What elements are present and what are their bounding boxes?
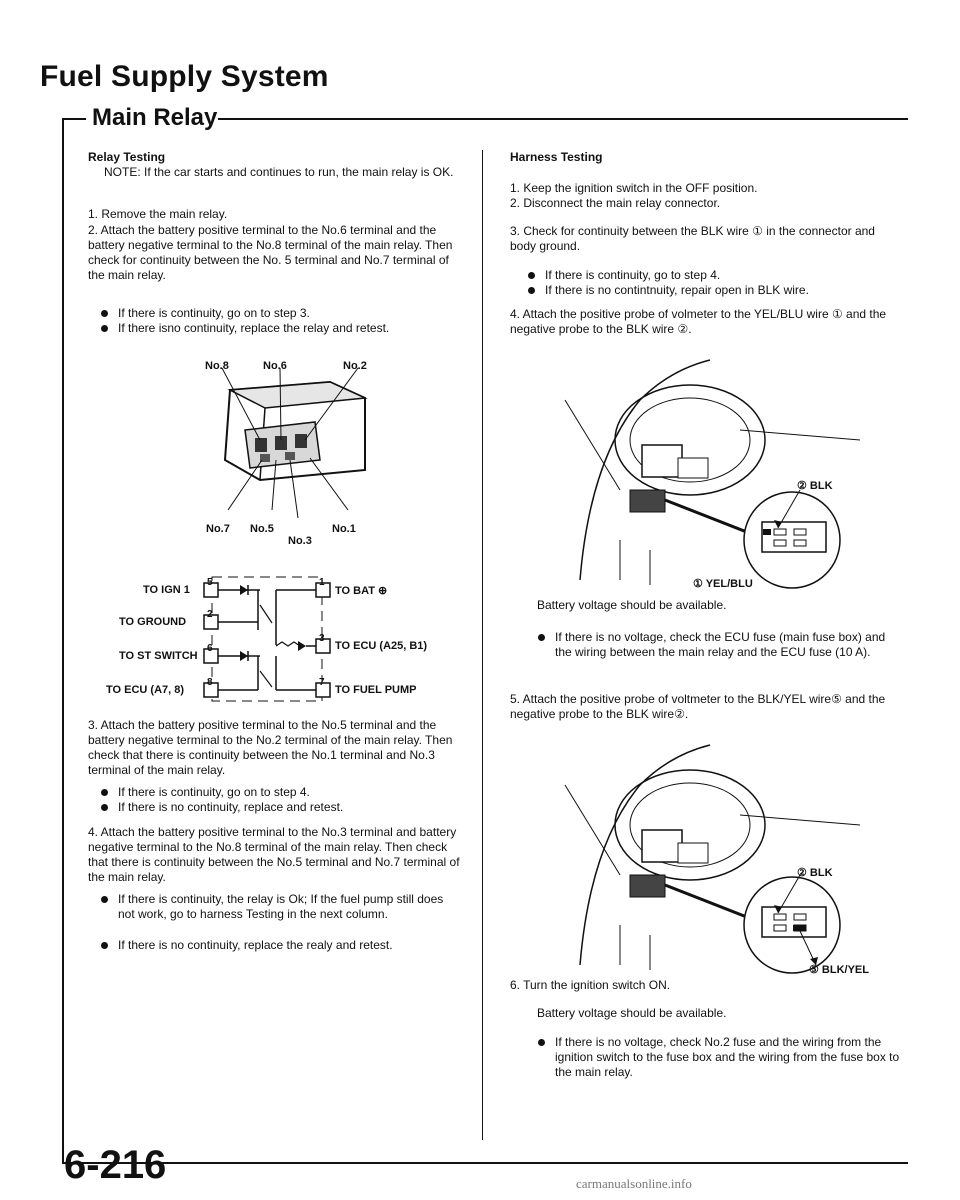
page-title: Fuel Supply System bbox=[40, 60, 329, 93]
bullet: If there is continuity, go to step 4. bbox=[545, 268, 905, 283]
pin-number: 3 bbox=[319, 633, 325, 644]
bullet: If there is continuity, go on to step 4. bbox=[118, 785, 468, 800]
schematic-label: TO BAT ⊕ bbox=[335, 585, 388, 597]
pin-number: 1 bbox=[319, 577, 325, 588]
bullet: If there is continuity, go on to step 3. bbox=[118, 306, 468, 321]
wire-label-blk-yel: ⑤ BLK/YEL bbox=[809, 964, 869, 976]
wire-label-blk: ② BLK bbox=[797, 867, 833, 879]
step-1: 1. Keep the ignition switch in the OFF position. bbox=[510, 181, 758, 195]
harness-testing-heading: Harness Testing bbox=[510, 150, 603, 164]
bullet: If there is no contintnuity, repair open in BLK wire. bbox=[545, 283, 905, 298]
schematic-label: TO GROUND bbox=[119, 616, 187, 628]
schematic-label: TO ECU (A7, 8) bbox=[106, 684, 185, 696]
bullet: If there isno continuity, replace the relay and retest. bbox=[118, 321, 468, 336]
step-4: 4. Attach the battery positive terminal to the No.3 terminal and battery negative terminal to the No.8 terminal of the main relay. Then check that there is continuity between the No.5 terminal and No.7 terminal of the main relay. bbox=[88, 825, 460, 884]
wire-label-yel-blu: ① YEL/BLU bbox=[693, 578, 753, 590]
terminal-label: No.3 bbox=[288, 535, 312, 547]
schematic-label: TO FUEL PUMP bbox=[335, 684, 417, 696]
terminal-label: No.8 bbox=[205, 360, 229, 372]
terminal-label: No.5 bbox=[250, 523, 274, 535]
pin-number: 2 bbox=[207, 609, 213, 620]
schematic-label: TO ECU (A25, B1) bbox=[335, 640, 428, 652]
voltage-note: Battery voltage should be available. bbox=[537, 1006, 727, 1020]
step-3: 3. Attach the battery positive terminal to the No.5 terminal and the battery negative terminal to the No.2 terminal of the main relay. Then check that there is continuity between the No.1 terminal and No.3 terminal of the main relay. bbox=[88, 718, 453, 777]
bullet: If there is no voltage, check No.2 fuse and the wiring from the ignition switch to the fuse box and the wiring from the fuse box to the main relay. bbox=[555, 1035, 905, 1080]
step-2: 2. Attach the battery positive terminal to the No.6 terminal and the battery negative terminal to the No.8 terminal of the main relay. Then check for continuity between the No. 5 terminal and No.7 terminal of the main relay. bbox=[88, 223, 453, 282]
watermark: carmanualsonline.info bbox=[576, 1176, 692, 1191]
frame-line bbox=[62, 1162, 908, 1164]
voltage-note: Battery voltage should be available. bbox=[537, 598, 727, 612]
step-2: 2. Disconnect the main relay connector. bbox=[510, 196, 721, 210]
page-number: 6-216 bbox=[64, 1143, 167, 1187]
pin-number: 6 bbox=[207, 643, 213, 654]
pin-number: 8 bbox=[207, 677, 213, 688]
note-text: NOTE: If the car starts and continues to run, the main relay is OK. bbox=[104, 165, 454, 179]
frame-line bbox=[218, 118, 908, 120]
step-6: 6. Turn the ignition switch ON. bbox=[510, 978, 671, 992]
relay-testing-heading: Relay Testing bbox=[88, 150, 166, 164]
bullet: If there is no continuity, replace and retest. bbox=[118, 800, 468, 815]
terminal-label: No.2 bbox=[343, 360, 367, 372]
frame-line bbox=[62, 118, 86, 120]
step-1: 1. Remove the main relay. bbox=[88, 207, 228, 221]
terminal-label: No.7 bbox=[206, 523, 230, 535]
dashboard-figure-1 bbox=[560, 340, 880, 590]
column-divider bbox=[482, 150, 483, 1140]
step-4: 4. Attach the positive probe of volmeter to the YEL/BLU wire ① and the negative probe to the BLK wire ②. bbox=[510, 307, 887, 336]
frame-line bbox=[62, 118, 64, 1163]
step-5: 5. Attach the positive probe of voltmeter to the BLK/YEL wire⑤ and the negative probe to the BLK wire②. bbox=[510, 692, 886, 721]
terminal-label: No.1 bbox=[332, 523, 356, 535]
terminal-label: No.6 bbox=[263, 360, 287, 372]
wire-label-blk: ② BLK bbox=[797, 480, 833, 492]
dashboard-figure-2 bbox=[560, 725, 880, 975]
bullet: If there is no continuity, replace the realy and retest. bbox=[118, 938, 458, 953]
bullet: If there is no voltage, check the ECU fuse (main fuse box) and the wiring between the main relay and the ECU fuse (10 A). bbox=[555, 630, 905, 660]
pin-number: 7 bbox=[319, 677, 325, 688]
pin-number: 5 bbox=[207, 577, 213, 588]
schematic-label: TO IGN 1 bbox=[143, 584, 190, 596]
step-3: 3. Check for continuity between the BLK wire ① in the connector and body ground. bbox=[510, 224, 875, 253]
section-title: Main Relay bbox=[92, 104, 218, 131]
schematic-label: TO ST SWITCH bbox=[119, 650, 198, 662]
bullet: If there is continuity, the relay is Ok; If the fuel pump still does not work, go to harness Testing in the next column. bbox=[118, 892, 458, 922]
